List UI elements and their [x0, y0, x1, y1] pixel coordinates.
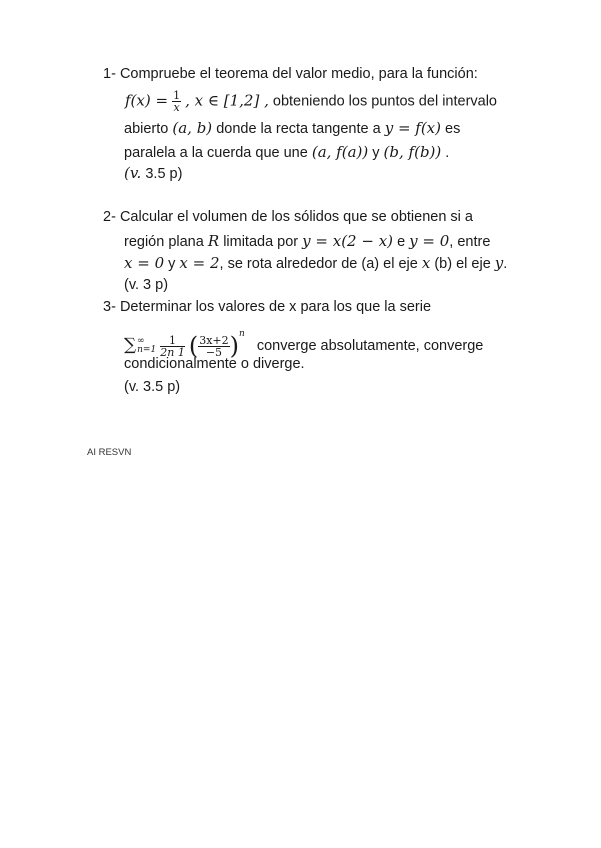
q3-points: (v. 3.5 p): [124, 379, 181, 395]
q2-line2: región plana R limitada por y = x(2 − x) e y = 0, entre: [124, 232, 491, 250]
q3-line3: condicionalmente o diverge.: [124, 356, 305, 372]
q3-line1: [103, 298, 431, 316]
q2-line1: [103, 208, 473, 226]
q3-line2-text: converge absolutamente, converge: [256, 338, 484, 354]
footer-text: AI RESVN: [87, 447, 132, 458]
q1-line2: [125, 90, 497, 113]
q3-statement: Determinar los valores de x para los que la serie: [119, 299, 432, 315]
q3-sigma: ∑: [124, 335, 137, 355]
q1-fraction: $\frac{1}{x}$: [173, 89, 181, 114]
q1-statement: Compruebe el teorema del valor medio, para la función:: [119, 66, 478, 82]
q3-sigma-limits: ∞ n=1: [137, 336, 157, 356]
q2-line3: x = 0 y x = 2, se rota alrededor de (a) el eje x (b) el eje y.: [124, 254, 508, 272]
q1-number: 1-: [103, 66, 116, 82]
q3-exponent: n: [239, 329, 245, 339]
q3-open-paren: (: [188, 332, 199, 361]
q2-number: 2-: [103, 209, 116, 225]
q3-number: 3-: [103, 299, 116, 315]
q1-line4: paralela a la cuerda que une (a, f(a)) y (b, f(b)) .: [124, 143, 450, 161]
q2-points: (v. 3 p): [124, 277, 169, 293]
q3-close-paren: ): [229, 332, 240, 361]
q3-fraction-2: $\frac{3x+2}{-5}$: [199, 333, 229, 359]
q1-function: f(x) =: [125, 91, 169, 110]
q1-line1: [103, 65, 478, 83]
q3-fraction-1: $\frac{1}{2n 1}$: [160, 333, 185, 359]
q1-line3: abierto (a, b) donde la recta tangente a y = f(x) es: [124, 119, 461, 137]
q1-points: (v. 3.5 p): [124, 164, 183, 182]
q1-domain: , x ∈ [1,2] ,: [185, 91, 269, 110]
q1-line2-text: obteniendo los puntos del intervalo: [272, 93, 497, 110]
q2-statement: Calcular el volumen de los sólidos que se obtienen si a: [119, 209, 473, 225]
